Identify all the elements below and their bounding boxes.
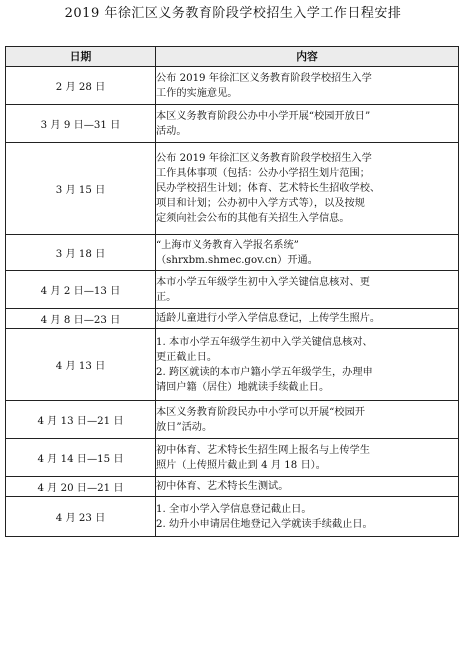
content-line: 2. 跨区就读的本市户籍小学五年级学生，办理申 [156, 366, 373, 378]
date-cell: 4 月 13 日—21 日 [6, 401, 156, 439]
schedule-table [5, 46, 459, 537]
content-cell [156, 477, 459, 497]
date-cell: 4 月 8 日—23 日 [6, 309, 156, 329]
content-cell [156, 329, 459, 401]
table-row [6, 143, 459, 235]
table-row [6, 401, 459, 439]
content-cell [156, 235, 459, 271]
date-cell: 3 月 9 日—31 日 [6, 105, 156, 143]
table-row [6, 271, 459, 309]
content-line: 定须向社会公布的其他有关招生入学信息。 [156, 213, 350, 224]
content-line: 项目和计划；公办初中入学方式等），以及按规 [156, 198, 365, 209]
content-cell [156, 143, 459, 235]
table-row [6, 477, 459, 497]
content-line: 适龄儿童进行小学入学信息登记，上传学生照片。 [156, 313, 381, 324]
content-line: 2. 幼升小申请居住地登记入学就读手续截止日。 [156, 518, 373, 530]
date-column-header: 日期 [6, 47, 156, 67]
table-row [6, 309, 459, 329]
content-line: 放日”活动。 [156, 421, 213, 433]
date-cell: 4 月 20 日—21 日 [6, 477, 156, 497]
content-line: “上海市义务教育入学报名系统” [156, 239, 299, 251]
content-line: 工作具体事项（包括：公办小学招生划片范围； [156, 168, 370, 179]
content-line: 照片（上传照片截止到 4 月 18 日）。 [156, 459, 326, 471]
date-cell: 4 月 2 日—13 日 [6, 271, 156, 309]
content-line: 活动。 [156, 125, 187, 137]
content-line: 请回户籍（居住）地就读手续截止日。 [156, 381, 330, 393]
date-cell: 3 月 18 日 [6, 235, 156, 271]
content-cell [156, 309, 459, 329]
content-line: 初中体育、艺术特长生招生网上报名与上传学生 [156, 444, 370, 456]
content-line: 公布 2019 年徐汇区义务教育阶段学校招生入学 [156, 153, 372, 164]
content-line: 本区义务教育阶段公办中小学开展“校园开放日” [156, 110, 371, 122]
content-cell [156, 271, 459, 309]
date-cell: 4 月 13 日 [6, 329, 156, 401]
content-line: 正。 [156, 291, 177, 303]
table-header-row [6, 47, 459, 67]
table-row [6, 329, 459, 401]
table-row [6, 439, 459, 477]
content-line: 1. 全市小学入学信息登记截止日。 [156, 503, 312, 515]
content-cell [156, 401, 459, 439]
content-line: （shrxbm.shmec.gov.cn）开通。 [156, 254, 318, 266]
content-cell [156, 439, 459, 477]
content-line: 1. 本市小学五年级学生初中入学关键信息核对、 [156, 336, 373, 348]
content-line: 工作的实施意见。 [156, 87, 238, 99]
table-row [6, 497, 459, 537]
date-cell: 2 月 28 日 [6, 67, 156, 105]
content-column-header: 内容 [156, 47, 459, 67]
date-cell: 3 月 15 日 [6, 143, 156, 235]
content-line: 初中体育、艺术特长生测试。 [156, 481, 289, 492]
content-line: 民办学校招生计划；体育、艺术特长生招收学校、 [156, 183, 381, 194]
date-cell: 4 月 23 日 [6, 497, 156, 537]
table-row [6, 235, 459, 271]
table-row [6, 105, 459, 143]
content-cell [156, 497, 459, 537]
content-cell [156, 105, 459, 143]
content-line: 本市小学五年级学生初中入学关键信息核对、更 [156, 276, 370, 288]
content-line: 本区义务教育阶段民办中小学可以开展“校园开 [156, 406, 365, 418]
content-line: 更正截止日。 [156, 351, 218, 363]
table-row [6, 67, 459, 105]
content-cell [156, 67, 459, 105]
content-line: 公布 2019 年徐汇区义务教育阶段学校招生入学 [156, 72, 372, 84]
date-cell: 4 月 14 日—15 日 [6, 439, 156, 477]
document-title: 2019 年徐汇区义务教育阶段学校招生入学工作日程安排 [64, 6, 402, 21]
